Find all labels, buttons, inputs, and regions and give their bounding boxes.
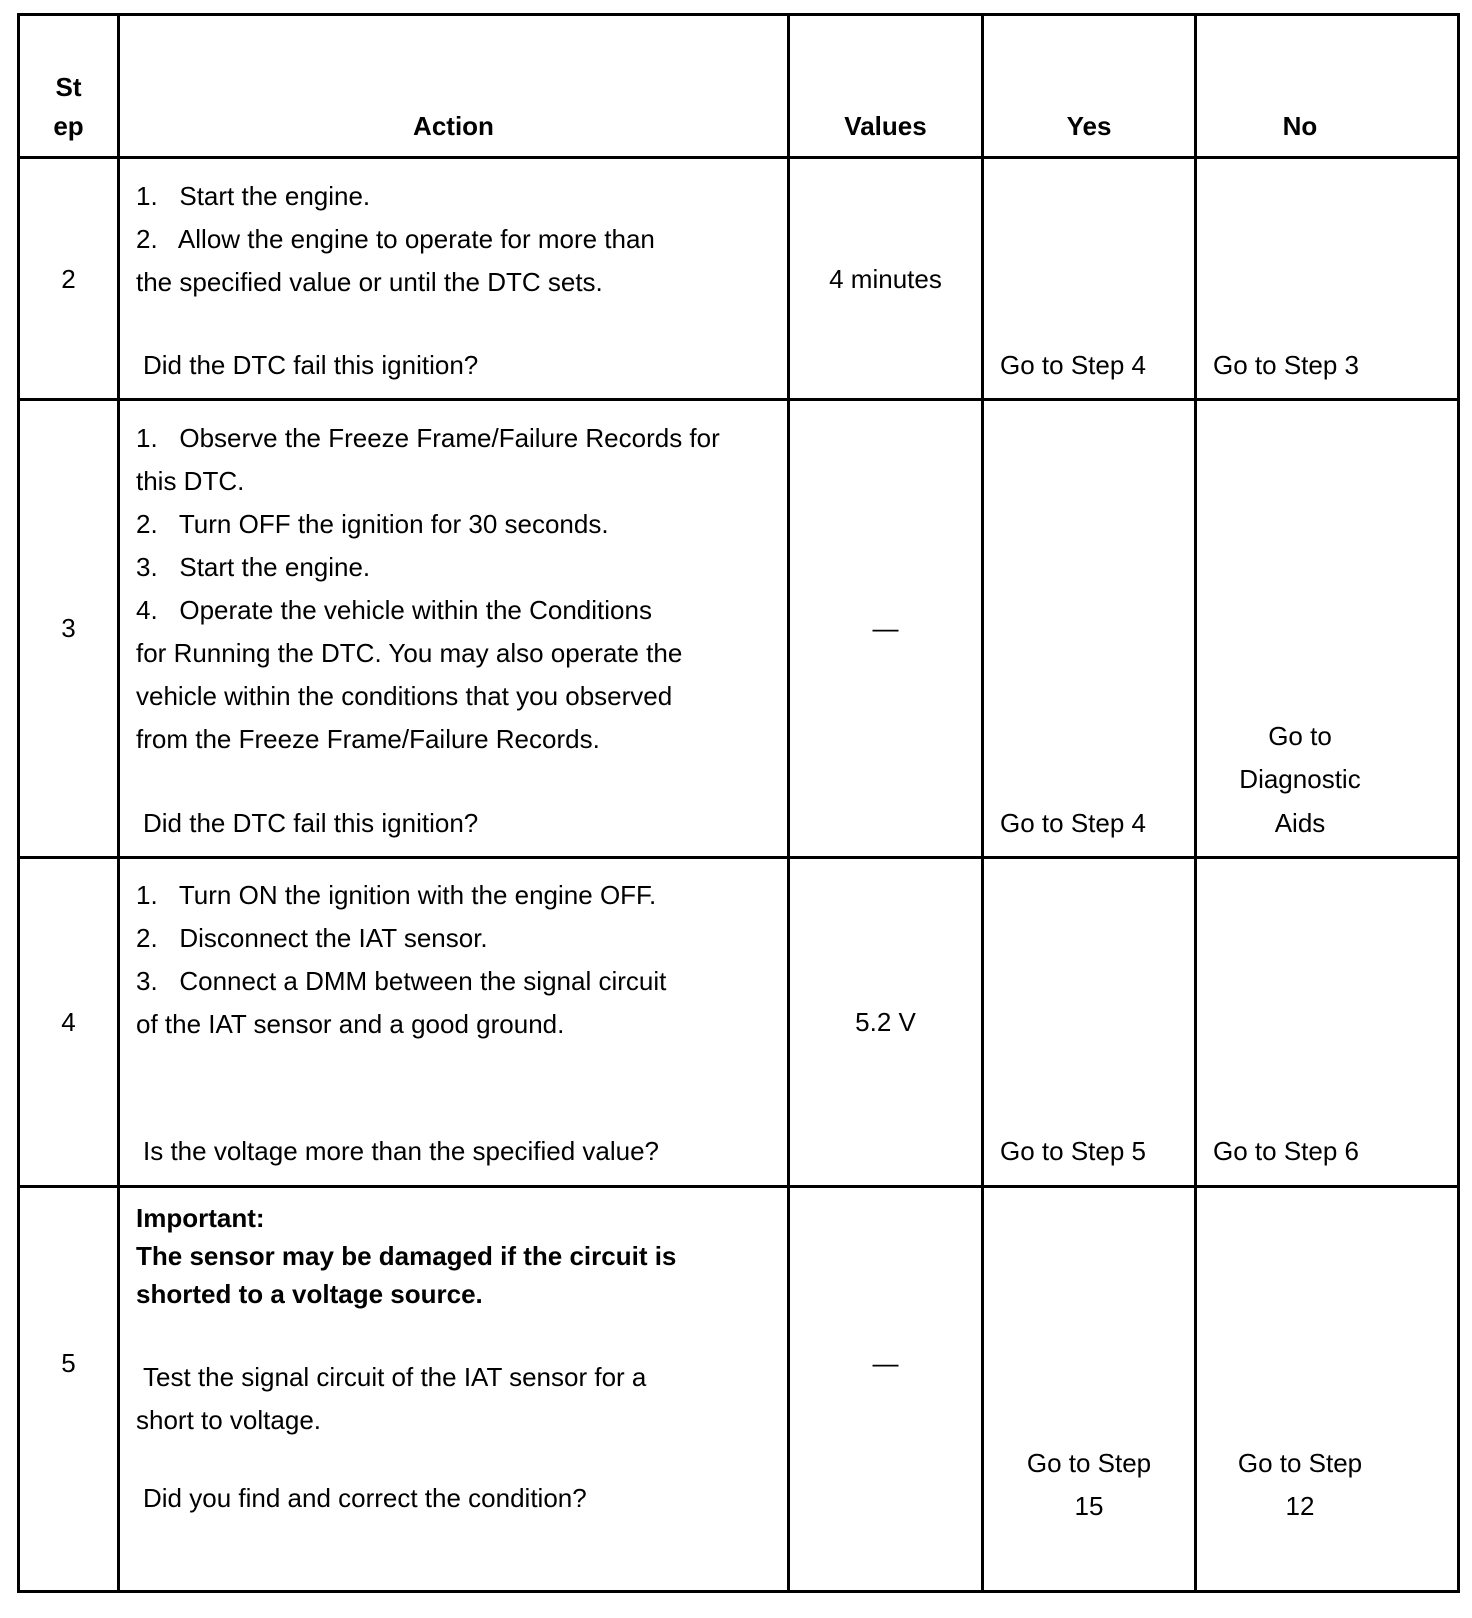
yes-cell: Go to Step 5 bbox=[1000, 1136, 1146, 1166]
action-line: of the IAT sensor and a good ground. bbox=[136, 1009, 565, 1039]
action-line: vehicle within the conditions that you observed bbox=[136, 681, 673, 711]
action-question: Did the DTC fail this ignition? bbox=[143, 350, 479, 380]
yes-cell: Go to Step 4 bbox=[1000, 350, 1146, 380]
action-line: the specified value or until the DTC sets. bbox=[136, 267, 603, 297]
action-line: 1. Start the engine. bbox=[136, 181, 371, 211]
step-number: 5 bbox=[61, 1348, 76, 1378]
action-line: 1. Turn ON the ignition with the engine OFF. bbox=[136, 880, 657, 910]
header-action: Action bbox=[413, 111, 494, 141]
header-yes: Yes bbox=[1066, 111, 1112, 141]
action-line: 3. Start the engine. bbox=[136, 552, 371, 582]
action-line: for Running the DTC. You may also operate the bbox=[136, 638, 683, 668]
header-step-line1: St bbox=[55, 72, 82, 102]
action-line: short to voltage. bbox=[136, 1405, 321, 1435]
no-cell-line: Aids bbox=[1274, 808, 1326, 838]
yes-cell-line: Go to Step bbox=[1026, 1448, 1152, 1478]
row-divider bbox=[20, 856, 1457, 859]
yes-cell-line: 15 bbox=[1074, 1491, 1104, 1521]
value-cell: — bbox=[872, 1348, 899, 1378]
row-divider bbox=[20, 1185, 1457, 1188]
column-divider bbox=[117, 16, 120, 1590]
action-question: Is the voltage more than the specified value? bbox=[143, 1136, 659, 1166]
important-note: shorted to a voltage source. bbox=[136, 1279, 483, 1309]
action-line: 1. Observe the Freeze Frame/Failure Records for bbox=[136, 423, 720, 453]
diagnostic-table bbox=[17, 13, 1460, 1593]
step-number: 4 bbox=[61, 1007, 76, 1037]
header-step-line2: ep bbox=[53, 111, 84, 141]
no-cell-line: Go to Step bbox=[1237, 1448, 1363, 1478]
action-line: 3. Connect a DMM between the signal circuit bbox=[136, 966, 667, 996]
header-no: No bbox=[1282, 111, 1318, 141]
value-cell: — bbox=[872, 613, 899, 643]
action-question: Did you find and correct the condition? bbox=[143, 1483, 587, 1513]
action-line: Test the signal circuit of the IAT sensor for a bbox=[143, 1362, 647, 1392]
no-cell: Go to Step 3 bbox=[1213, 350, 1359, 380]
no-cell-line: Diagnostic bbox=[1239, 764, 1361, 794]
action-line: this DTC. bbox=[136, 466, 245, 496]
action-line: 2. Disconnect the IAT sensor. bbox=[136, 923, 488, 953]
action-line: 2. Turn OFF the ignition for 30 seconds. bbox=[136, 509, 609, 539]
header-values: Values bbox=[844, 111, 927, 141]
step-number: 2 bbox=[61, 264, 76, 294]
row-divider bbox=[20, 156, 1457, 159]
action-line: from the Freeze Frame/Failure Records. bbox=[136, 724, 600, 754]
no-cell-line: 12 bbox=[1285, 1491, 1315, 1521]
action-line: 2. Allow the engine to operate for more than bbox=[136, 224, 655, 254]
action-question: Did the DTC fail this ignition? bbox=[143, 808, 479, 838]
action-line: 4. Operate the vehicle within the Conditions bbox=[136, 595, 652, 625]
no-cell-line: Go to bbox=[1268, 721, 1332, 751]
important-label: Important: bbox=[136, 1203, 265, 1233]
no-cell: Go to Step 6 bbox=[1213, 1136, 1359, 1166]
column-divider bbox=[981, 16, 984, 1590]
important-note: The sensor may be damaged if the circuit is bbox=[136, 1241, 677, 1271]
value-cell: 5.2 V bbox=[855, 1007, 916, 1037]
row-divider bbox=[20, 398, 1457, 401]
step-number: 3 bbox=[61, 613, 76, 643]
yes-cell: Go to Step 4 bbox=[1000, 808, 1146, 838]
value-cell: 4 minutes bbox=[829, 264, 942, 294]
